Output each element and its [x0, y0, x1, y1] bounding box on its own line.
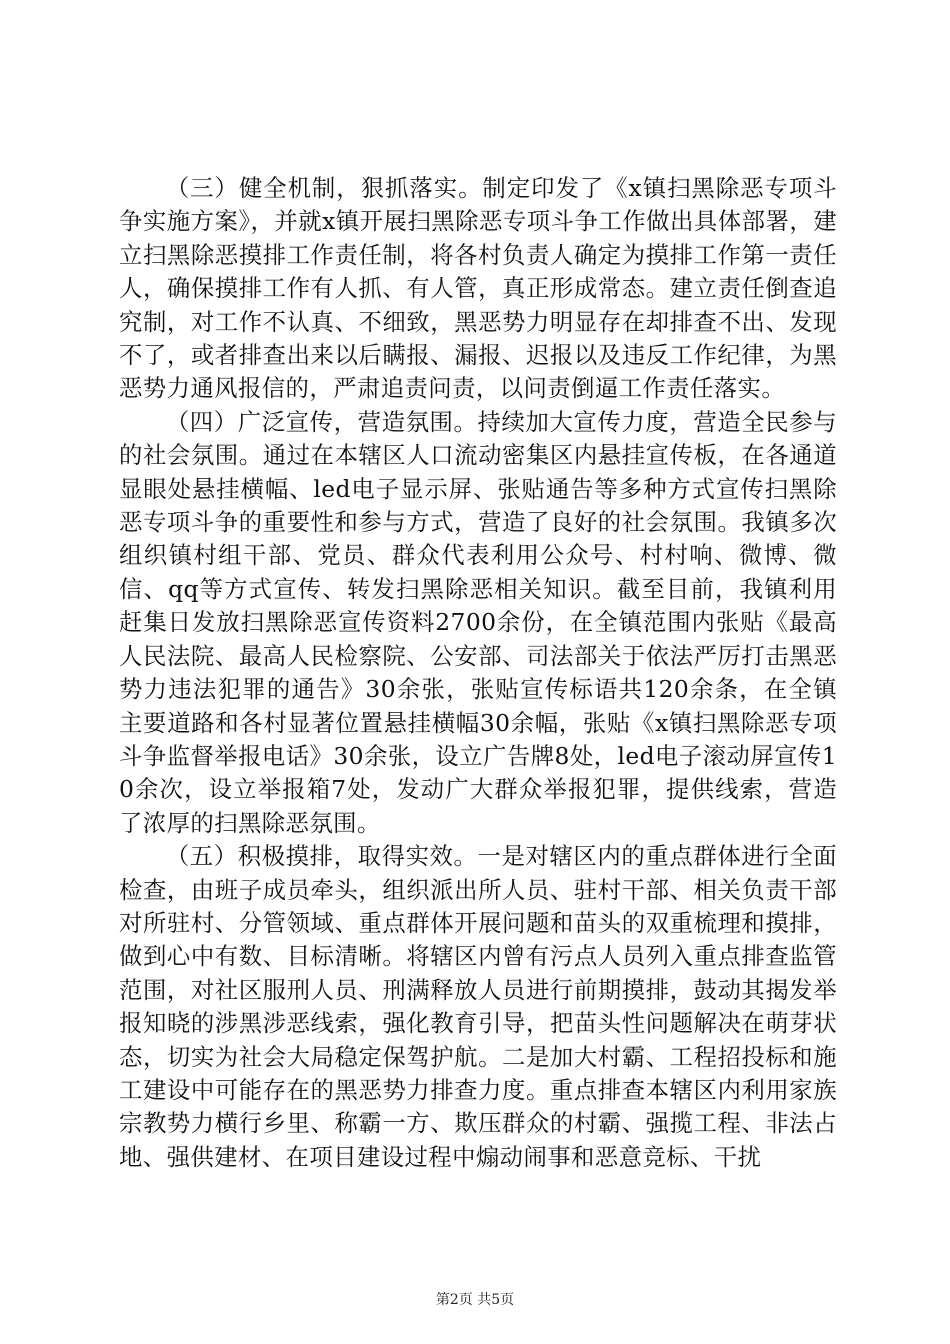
paragraph-investigation: （五）积极摸排，取得实效。一是对辖区内的重点群体进行全面检查，由班子成员牵头，组织派出所人员、驻村干部、相关负责干部对所驻村、分管领域、重点群体开展问题和苗头的双重梳理和摸排，做到心中有数、目标清晰。将辖区内曾有污点人员列入重点排查监管范围，对社区服刑人员、刑满释放人员进行前期摸排，鼓动其揭发举报知晓的涉黑涉恶线索，强化教育引导，把苗头性问题解决在萌芽状态，切实为社会大局稳定保驾护航。二是加大村霸、工程招投标和施工建设中可能存在的黑恶势力排查力度。重点排查本辖区内利用家族宗教势力横行乡里、称霸一方、欺压群众的村霸、强揽工程、非法占地、强供建材、在项目建设过程中煽动闹事和恶意竞标、干扰 [119, 842, 837, 1171]
document-body [119, 172, 837, 1174]
paragraph-publicity: （四）广泛宣传，营造氛围。持续加大宣传力度，营造全民参与的社会氛围。通过在本辖区人口流动密集区内悬挂宣传板，在各通道显眼处悬挂横幅、led电子显示屏、张贴通告等多种方式宣传扫黑除恶专项斗争的重要性和参与方式，营造了良好的社会氛围。我镇多次组织镇村组干部、党员、群众代表利用公众号、村村响、微博、微信、qq等方式宣传、转发扫黑除恶相关知识。截至目前，我镇利用赶集日发放扫黑除恶宣传资料2700余份，在全镇范围内张贴《最高人民法院、最高人民检察院、公安部、司法部关于依法严厉打击黑恶势力违法犯罪的通告》30余张，张贴宣传标语共120余条，在全镇主要道路和各村显著位置悬挂横幅30余幅，张贴《x镇扫黑除恶专项斗争监督举报电话》30余张，设立广告牌8处，led电子滚动屏宣传10余次，设立举报箱7处，发动广大群众举报犯罪，提供线索，营造了浓厚的扫黑除恶氛围。 [119, 407, 837, 837]
paragraph-mechanism: （三）健全机制，狠抓落实。制定印发了《x镇扫黑除恶专项斗争实施方案》，并就x镇开展扫黑除恶专项斗争工作做出具体部署，建立扫黑除恶摸排工作责任制，将各村负责人确定为摸排工作第一责任人，确保摸排工作有人抓、有人管，真正形成常态。建立责任倒查追究制，对工作不认真、不细致，黑恶势力明显存在却排查不出、发现不了，或者排查出来以后瞒报、漏报、迟报以及违反工作纪律，为黑恶势力通风报信的，严肃追责问责，以问责倒逼工作责任落实。 [119, 174, 837, 403]
page-number-footer: 第2页 共5页 [435, 1292, 515, 1308]
